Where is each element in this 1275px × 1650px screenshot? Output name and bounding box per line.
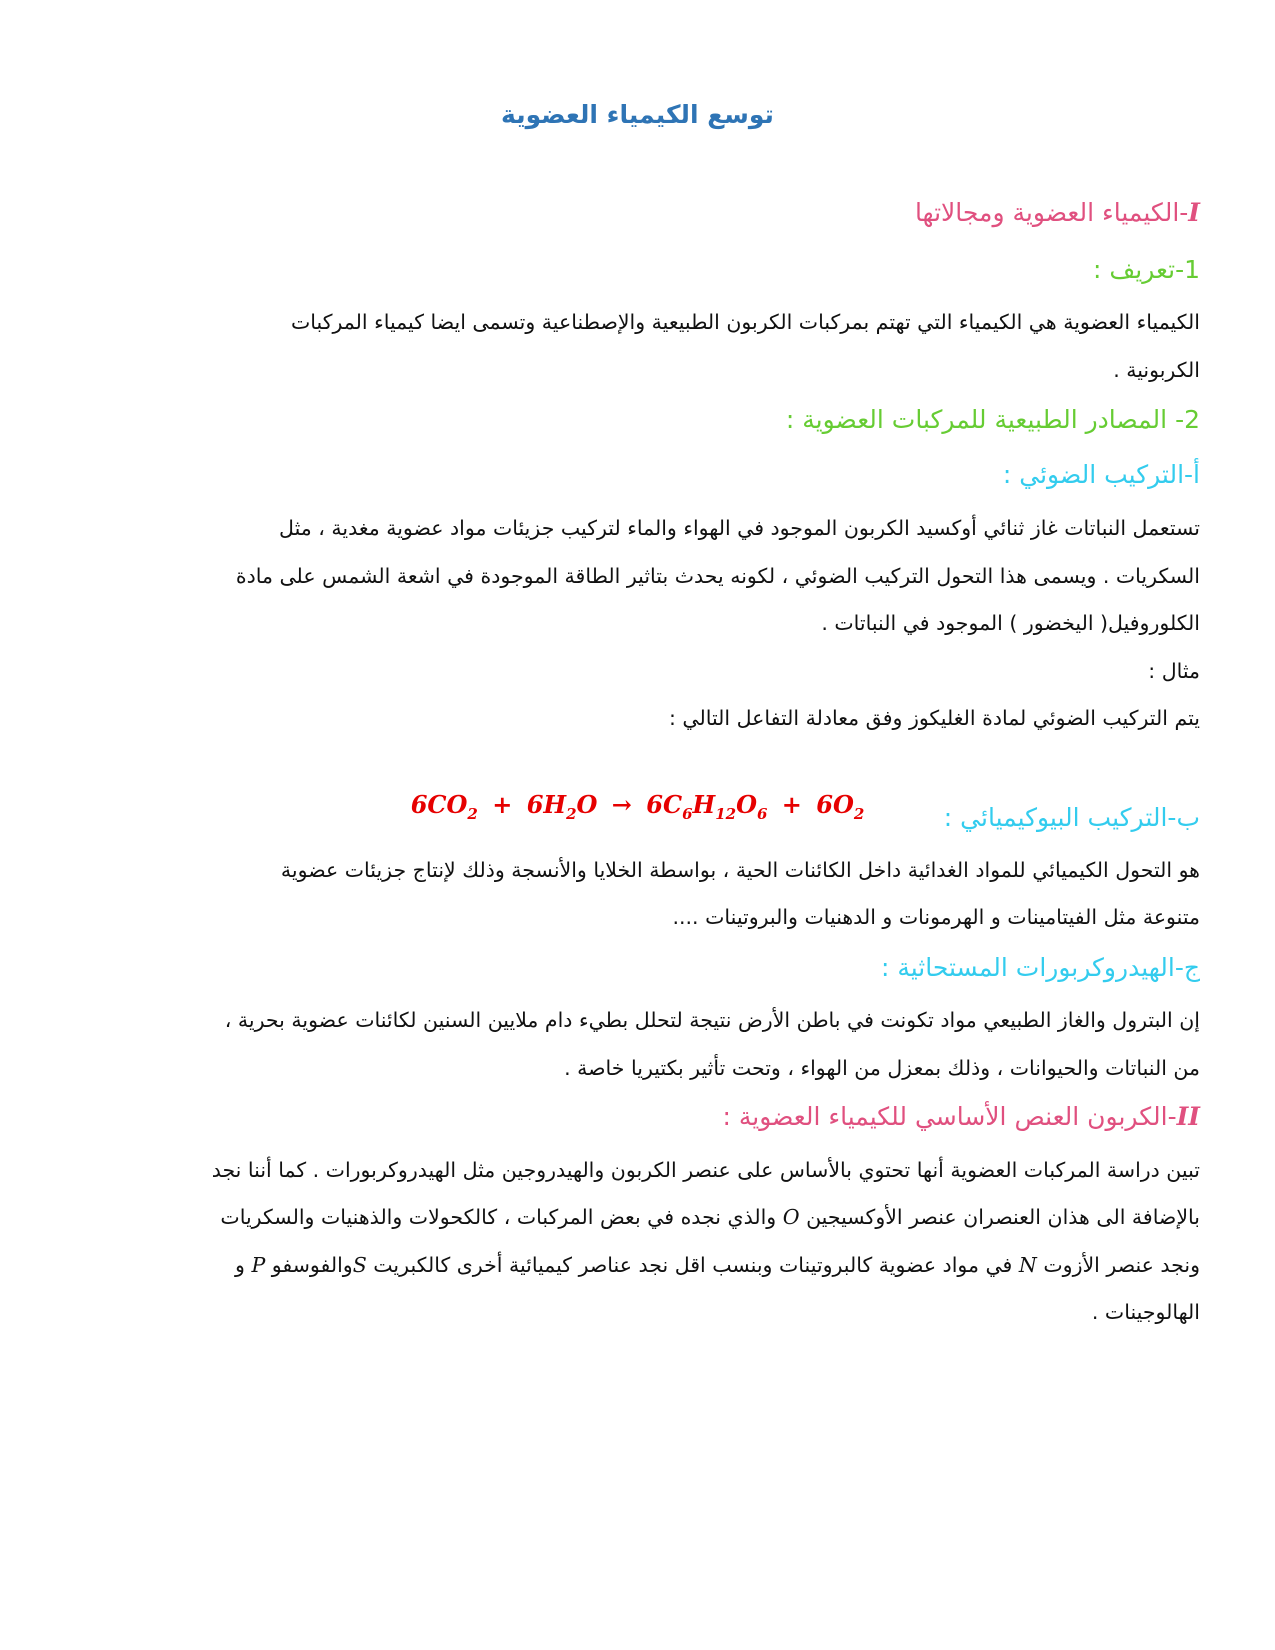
biochemical-heading: ب-التركيب البيوكيميائي : <box>943 803 1200 832</box>
definition-line-1: الكيمياء العضوية هي الكيمياء التي تهتم بمركبات الكربون الطبيعية والإصطناعية وتسمى ايضا كيمياء المركبات <box>291 310 1200 334</box>
page-title: توسع الكيمياء العضوية <box>501 100 774 129</box>
biochemical-line-2: متنوعة مثل الفيتامينات و الهرمونات و الدهنيات والبروتينات .... <box>672 905 1200 929</box>
sources-heading: 2- المصادر الطبيعية للمركبات العضوية : <box>785 405 1200 434</box>
fossil-line-1: إن البترول والغاز الطبيعي مواد تكونت في باطن الأرض نتيجة لتحلل بطيء دام ملايين السنين لكائنات عضوية بحرية ، <box>224 1008 1200 1032</box>
section1-heading <box>75 198 1200 227</box>
section2-line-3: ونجد عنصر الأزوت N في مواد عضوية كالبروتينات وبنسب اقل نجد عناصر كيميائية أخرى كالكبريت Sوالفوسفو P و <box>235 1253 1200 1277</box>
photosynthesis-line-2: السكريات . ويسمى هذا التحول التركيب الضوئي ، لكونه يحدث بتاثير الطاقة الموجودة في اشعة الشمس على مادة <box>235 564 1200 588</box>
definition-heading: 1-تعريف : <box>1093 255 1200 284</box>
fossil-line-2: من النباتات والحيوانات ، وذلك بمعزل من الهواء ، وتحت تأثير بكتيريا خاصة . <box>564 1056 1200 1080</box>
fossil-heading: ج-الهيدروكربورات المستحاثية : <box>880 953 1200 982</box>
definition-line-2: الكربونية . <box>1113 358 1200 382</box>
photosynthesis-line-3: الكلوروفيل( اليخضور ) الموجود في النباتات . <box>821 611 1200 635</box>
example-label: مثال : <box>1148 659 1200 683</box>
photosynthesis-heading: أ-التركيب الضوئي : <box>1002 460 1200 489</box>
section2-line-4: الهالوجينات . <box>1091 1300 1200 1324</box>
section2-line-1: تبين دراسة المركبات العضوية أنها تحتوي بالأساس على عنصر الكربون والهيدروجين مثل الهيدروكربورات . كما أننا نجد <box>211 1158 1200 1182</box>
section2-numeral: II <box>1176 1102 1200 1131</box>
section2-line-2: بالإضافة الى هذان العنصران عنصر الأوكسيجين O والذي نجده في بعض المركبات ، كالكحولات والذهنيات والسكريات <box>220 1205 1200 1229</box>
section2-heading <box>75 1102 1200 1131</box>
reaction-arrow-icon: → <box>611 790 632 819</box>
photosynthesis-equation: $6CO_2 + 6H_2O \to 6C_6H_{12}O_6 + 6O_2$ <box>410 790 865 823</box>
section1-numeral: I <box>1188 198 1200 227</box>
photosynthesis-line-1: تستعمل النباتات غاز ثنائي أوكسيد الكربون الموجود في الهواء والماء لتركيب جزيئات مواد عضوية مغدية ، مثل <box>279 516 1200 540</box>
section2-heading-text: -الكربون العنص الأساسي للكيمياء العضوية : <box>722 1102 1177 1131</box>
document-page <box>75 0 1200 1650</box>
section1-heading-text: -الكيمياء العضوية ومجالاتها <box>914 198 1189 227</box>
biochemical-line-1: هو التحول الكيميائي للمواد الغدائية داخل الكائنات الحية ، بواسطة الخلايا والأنسجة وذلك لإنتاج جزيئات عضوية <box>280 858 1200 882</box>
example-text: يتم التركيب الضوئي لمادة الغليكوز وفق معادلة التفاعل التالي : <box>668 706 1200 730</box>
